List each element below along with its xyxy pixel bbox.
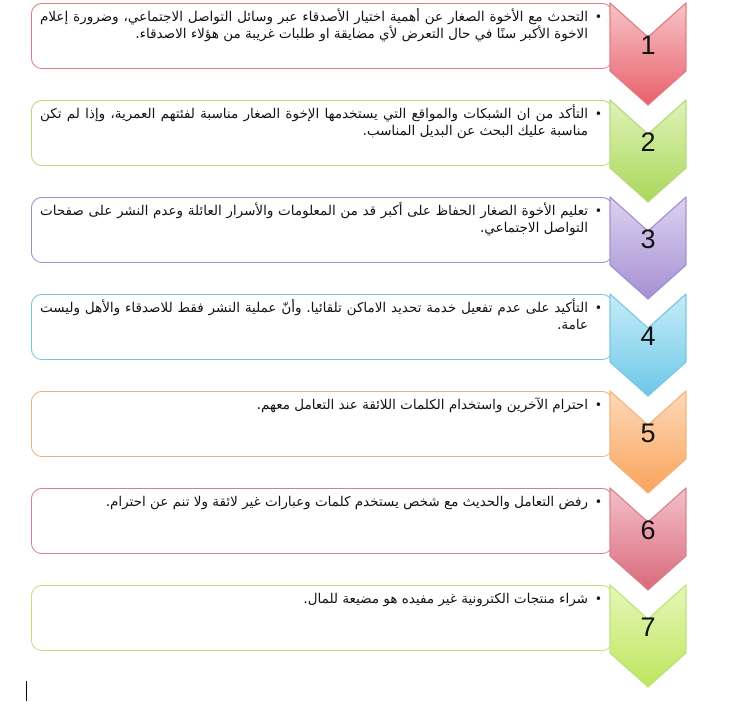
step-row <box>0 294 729 404</box>
step-number: 1 <box>640 30 656 60</box>
step-text: التحدث مع الأخوة الصغار عن أهمية اختيار الأصدقاء عبر وسائل التواصل الاجتماعي، وضرورة إعلام الاخوة الأكبر سنًا في حال التعرض لأي مضايقة او طلبات غريبة من هؤلاء الاصدقاء. <box>40 9 588 42</box>
step-bullet-item <box>40 9 604 43</box>
step-text-box <box>31 197 613 263</box>
step-text: تعليم الأخوة الصغار الحفاظ على أكبر قد من المعلومات والأسرار العائلة وعدم النشر على صفحات التواصل الاجتماعي. <box>40 203 588 236</box>
text-cursor <box>26 681 27 701</box>
step-number: 6 <box>640 515 656 545</box>
step-text-box <box>31 488 613 554</box>
step-number: 2 <box>640 127 656 157</box>
step-bullet-item <box>40 106 604 140</box>
step-bullet-list <box>40 300 604 334</box>
step-bullet-item <box>40 494 604 511</box>
step-row <box>0 3 729 113</box>
bullet-marker: • <box>594 398 602 412</box>
bullet-marker: • <box>594 592 602 606</box>
step-bullet-list <box>40 106 604 140</box>
step-text-box <box>31 3 613 69</box>
step-bullet-item <box>40 397 604 414</box>
step-text: شراء منتجات الكترونية غير مفيده هو مضيعة للمال. <box>303 591 588 607</box>
step-number: 4 <box>640 321 656 351</box>
step-number: 7 <box>640 612 656 642</box>
step-row <box>0 488 729 598</box>
bullet-marker: • <box>594 495 602 509</box>
step-text-box <box>31 585 613 651</box>
step-bullet-list <box>40 494 604 511</box>
bullet-marker: • <box>594 10 602 24</box>
bullet-marker: • <box>594 301 602 315</box>
step-text: رفض التعامل والحديث مع شخص يستخدم كلمات وعبارات غير لائقة ولا تنم عن احترام. <box>105 494 588 510</box>
step-bullet-list <box>40 591 604 608</box>
step-text: التأكد من ان الشبكات والمواقع التي يستخدمها الإخوة الصغار مناسبة لفئتهم العمرية، وإذا لم تكن مناسبة عليك البحث عن البديل المناسب. <box>40 106 588 139</box>
step-row <box>0 197 729 307</box>
step-row <box>0 391 729 501</box>
step-text-box <box>31 100 613 166</box>
step-row <box>0 585 729 695</box>
bullet-marker: • <box>594 107 602 121</box>
step-bullet-list <box>40 9 604 43</box>
step-bullet-item <box>40 591 604 608</box>
step-text: التأكيد على عدم تفعيل خدمة تحديد الاماكن تلقائيا. وأنّ عملية النشر فقط للاصدقاء والأهل وليست عامة. <box>40 300 588 333</box>
step-bullet-list <box>40 397 604 414</box>
step-text-box <box>31 391 613 457</box>
step-text: احترام الآخرين واستخدام الكلمات اللائقة عند التعامل معهم. <box>256 397 588 413</box>
step-bullet-list <box>40 203 604 237</box>
step-text-box <box>31 294 613 360</box>
bullet-marker: • <box>594 204 602 218</box>
step-bullet-item <box>40 203 604 237</box>
step-number: 3 <box>640 224 656 254</box>
step-bullet-item <box>40 300 604 334</box>
step-number: 5 <box>640 418 656 448</box>
step-row <box>0 100 729 210</box>
